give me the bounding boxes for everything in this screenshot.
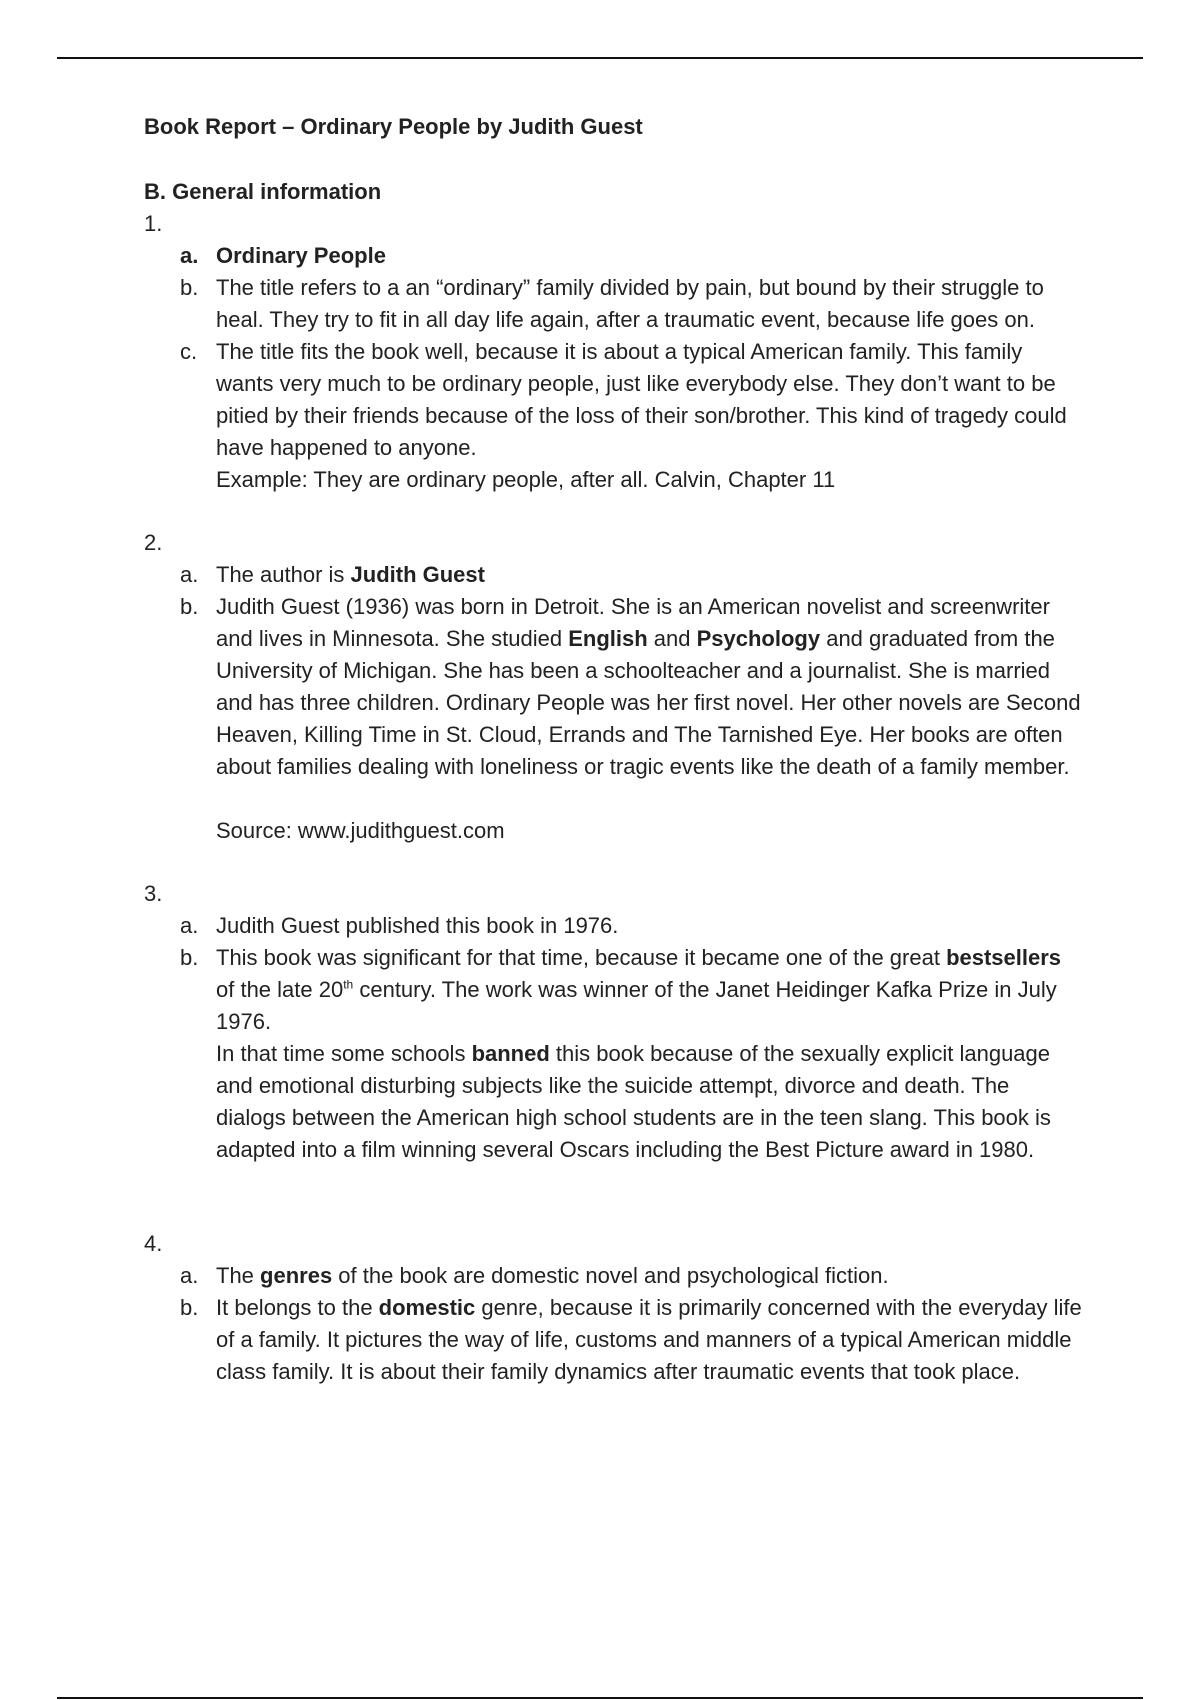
list-letter: b. (180, 275, 199, 300)
item-text: this book because of the sexually explicit language and emotional disturbing subjects like the suicide attempt, divorce and death. The dialogs between the American high school students are in the teen slang. This book is adapted into a film winning several Oscars including the Best Picture award in 1980. (216, 1041, 1051, 1162)
section-heading: B. General information (144, 179, 382, 204)
bottom-rule (57, 1697, 1143, 1699)
document-body (144, 111, 1084, 1388)
bold-term: Psychology (696, 626, 821, 651)
item-text: This book was significant for that time, because it became one of the great (216, 945, 947, 970)
question-number-4: 4. (144, 1231, 163, 1256)
list-letter: a. (180, 913, 199, 938)
example-text: Example: They are ordinary people, after all. Calvin, Chapter 11 (216, 467, 836, 492)
list-letter: c. (180, 339, 198, 364)
bold-term: banned (471, 1041, 550, 1066)
item-text: Judith Guest (1936) was born in Detroit. She is an American novelist and screenwriter and lives in Minnesota. She studied (216, 594, 1050, 651)
item-text: century. The work was winner of the Janet Heidinger Kafka Prize in July 1976. (216, 977, 1057, 1034)
list-item-1b (144, 272, 1084, 336)
top-rule (57, 57, 1143, 59)
item-text: genre, because it is primarily concerned with the everyday life of a family. It pictures the way of life, customs and manners of a typical American middle class family. It is about their family dynamics after traumatic events that took place. (216, 1295, 1082, 1384)
list-item-4b (144, 1292, 1084, 1388)
item-text: of the book are domestic novel and psychological fiction. (332, 1263, 889, 1288)
bold-term: English (568, 626, 648, 651)
list-item-2b (144, 591, 1084, 783)
item-text: and graduated from the University of Michigan. She has been a schoolteacher and a journalist. She is married and has three children. Ordinary People was her first novel. Her other novels are Second Heaven, Killing Time in St. Cloud, Errands and The Tarnished Eye. Her books are often about families dealing with loneliness or tragic events like the death of a family member. (216, 626, 1081, 779)
source-line: Source: www.judithguest.com (216, 818, 505, 843)
item-text: In that time some schools (216, 1041, 472, 1066)
item-text: The title fits the book well, because it is about a typical American family. This family wants very much to be ordinary people, just like everybody else. They don’t want to be pitied by their friends because of the loss of their son/brother. This kind of tragedy could have happened to anyone. (216, 339, 1067, 460)
list-item-1a (144, 240, 1084, 272)
item-text: The title refers to a an “ordinary” family divided by pain, but bound by their struggle to heal. They try to fit in all day life again, after a traumatic event, because life goes on. (216, 275, 1044, 332)
item-text: and (647, 626, 697, 651)
bold-term: domestic (378, 1295, 476, 1320)
bold-term: bestsellers (946, 945, 1062, 970)
list-letter: a. (180, 1263, 199, 1288)
list-letter: a. (180, 243, 199, 268)
list-item-3b (144, 942, 1084, 1166)
list-item-2a (144, 559, 1084, 591)
list-item-4a (144, 1260, 1084, 1292)
superscript: th (343, 977, 354, 992)
item-text: of the late 20 (216, 977, 344, 1002)
item-text: The author is (216, 562, 351, 587)
item-text: The (216, 1263, 261, 1288)
question-number-1: 1. (144, 211, 163, 236)
author-name: Judith Guest (350, 562, 485, 587)
item-text: Judith Guest published this book in 1976. (216, 913, 619, 938)
item-text: It belongs to the (216, 1295, 379, 1320)
list-item-1c (144, 336, 1084, 496)
document-title: Book Report – Ordinary People by Judith Guest (144, 114, 643, 139)
book-title: Ordinary People (216, 243, 386, 268)
bold-term: genres (260, 1263, 333, 1288)
list-letter: a. (180, 562, 199, 587)
question-number-3: 3. (144, 881, 163, 906)
question-number-2: 2. (144, 530, 163, 555)
list-letter: b. (180, 945, 199, 970)
list-item-3a (144, 910, 1084, 942)
list-letter: b. (180, 1295, 199, 1320)
list-letter: b. (180, 594, 199, 619)
